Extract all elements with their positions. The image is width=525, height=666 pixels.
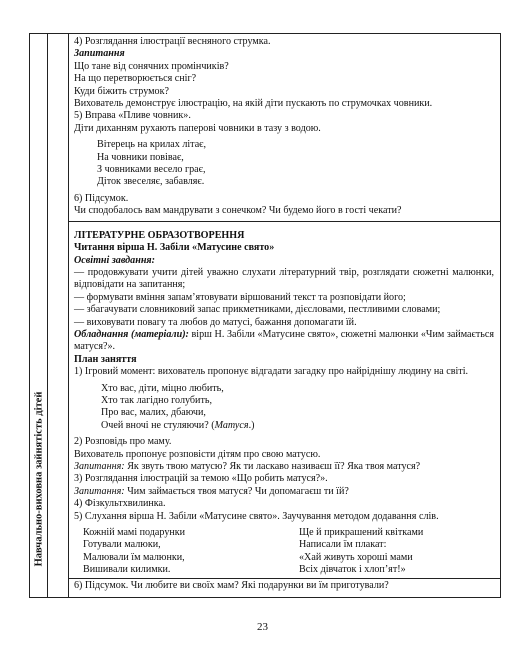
riddle-end: .) <box>248 419 255 431</box>
illustration-text: Вихователь демонструє ілюстрацію, на якій діти пускають по струмочках човники. <box>74 98 433 110</box>
question-label: Запитання: <box>74 461 125 472</box>
summary-row <box>69 578 500 592</box>
top-block <box>69 36 500 222</box>
plan-step-3: 3) Розглядання ілюстрацій за темою «Що робить матуся?». <box>74 473 328 485</box>
questions-label: Запитання <box>74 48 125 60</box>
section-title: ЛІТЕРАТУРНЕ ОБРАЗОТВОРЕННЯ <box>74 229 245 241</box>
page-number: 23 <box>257 621 268 633</box>
equipment-line <box>74 329 494 354</box>
question-label: Запитання: <box>74 485 125 497</box>
step-6-title: 6) Підсумок. <box>74 192 129 204</box>
poem-line: Готували малюки, <box>83 539 161 551</box>
poem-line: Малювали їм малюнки, <box>83 551 185 563</box>
question-1: Що тане від сонячних промінчиків? <box>74 60 229 72</box>
plan-step-4: 4) Фізкультхвилинка. <box>74 498 166 510</box>
page-table <box>29 33 501 598</box>
step-5-title: 5) Вправа «Пливе човник». <box>74 110 191 122</box>
tasks-label: Освітні завдання: <box>74 254 155 266</box>
poem-line: Вишивали килимки. <box>83 564 171 576</box>
poem-line: З човниками весело грає, <box>97 164 206 176</box>
step-4-title: 4) Розглядання ілюстрації весняного струмка. <box>74 36 271 47</box>
poem-line: На човники повіває, <box>97 151 184 163</box>
plan-step-1: 1) Ігровий момент: вихователь пропонує відгадати загадку про найріднішу людину на світі. <box>74 366 469 378</box>
riddle-line: Хто так лагідно голубить, <box>101 394 212 406</box>
task-item: — виховувати повагу та любов до матусі, бажання допомагати їй. <box>74 316 357 328</box>
plan-step-2: 2) Розповідь про маму. <box>74 436 172 448</box>
poem-right <box>299 527 494 577</box>
plan-step-5: 5) Слухання вірша Н. Забіли «Матусине свято». Заучування методом додавання слів. <box>74 510 439 522</box>
riddle-answer: Матуся <box>214 419 249 431</box>
poem-line: Всіх дівчаток і хлоп’ят!» <box>299 564 406 576</box>
poem-line: Кожній мамі подарунки <box>83 527 186 539</box>
question-text: Чим займається твоя матуся? Чи допомагаєш ти їй? <box>124 485 349 497</box>
riddle-line: Про вас, малих, дбаючи, <box>101 407 206 419</box>
question-line-1 <box>74 461 494 473</box>
task-item: — збагачувати словниковий запас прикметниками, дієсловами, пестливими словами; <box>74 304 441 316</box>
question-text: Як звуть твою матусю? Як ти ласкаво називаєш її? Яка твоя матуся? <box>124 461 421 472</box>
lesson-title: Читання вірша Н. Забіли «Матусине свято» <box>74 242 275 254</box>
task-item: — формувати вміння запам’ятовувати віршований текст та розповідати його; <box>74 291 406 303</box>
task-item: — продовжувати учити дітей уважно слухати літературний твір, розглядати сюжетні малюнки, відповідати на запитання; <box>74 266 494 291</box>
riddle-line: Хто вас, діти, міцно любить, <box>101 382 224 394</box>
question-line-2 <box>74 486 494 498</box>
poem-line: «Хай живуть хороші мами <box>299 551 413 563</box>
poem-line: Діток звеселяє, забавляє. <box>97 176 205 188</box>
equipment-text: вірш Н. Забіли «Матусине свято», сюжетні малюнки «Чим займається матуся?». <box>74 328 494 353</box>
spacer-column <box>48 34 69 597</box>
poem-line: Написали їм плакат: <box>299 539 387 551</box>
content-column <box>69 34 500 597</box>
question-2: На що перетворюється сніг? <box>74 73 197 85</box>
plan-step-6: 6) Підсумок. Чи любите ви своїх мам? Які подарунки ви їм приготували? <box>74 579 389 591</box>
side-label-column <box>30 34 48 597</box>
riddle-last-text: Очей вночі не стуляючи? ( <box>101 419 215 431</box>
poem-columns <box>74 527 494 577</box>
equipment-label: Обладнання (матеріали): <box>74 328 189 340</box>
plan-title: План заняття <box>74 353 137 365</box>
summary-question: Чи сподобалось вам мандрувати з сонечком? Чи будемо його в гості чекати? <box>74 205 402 217</box>
plan-step-2-text: Вихователь пропонує розповісти дітям про свою матусю. <box>74 448 321 460</box>
poem-line: Ще й прикрашений квітками <box>299 527 424 539</box>
side-label: Навчально-виховна зайнятість дітей <box>33 391 44 567</box>
poem-left <box>74 527 299 577</box>
riddle-line <box>74 420 494 432</box>
exercise-text: Діти диханням рухають паперові човники в тазу з водою. <box>74 122 321 134</box>
poem-line: Вітерець на крилах літає, <box>97 139 207 151</box>
question-3: Куди біжить струмок? <box>74 85 169 97</box>
